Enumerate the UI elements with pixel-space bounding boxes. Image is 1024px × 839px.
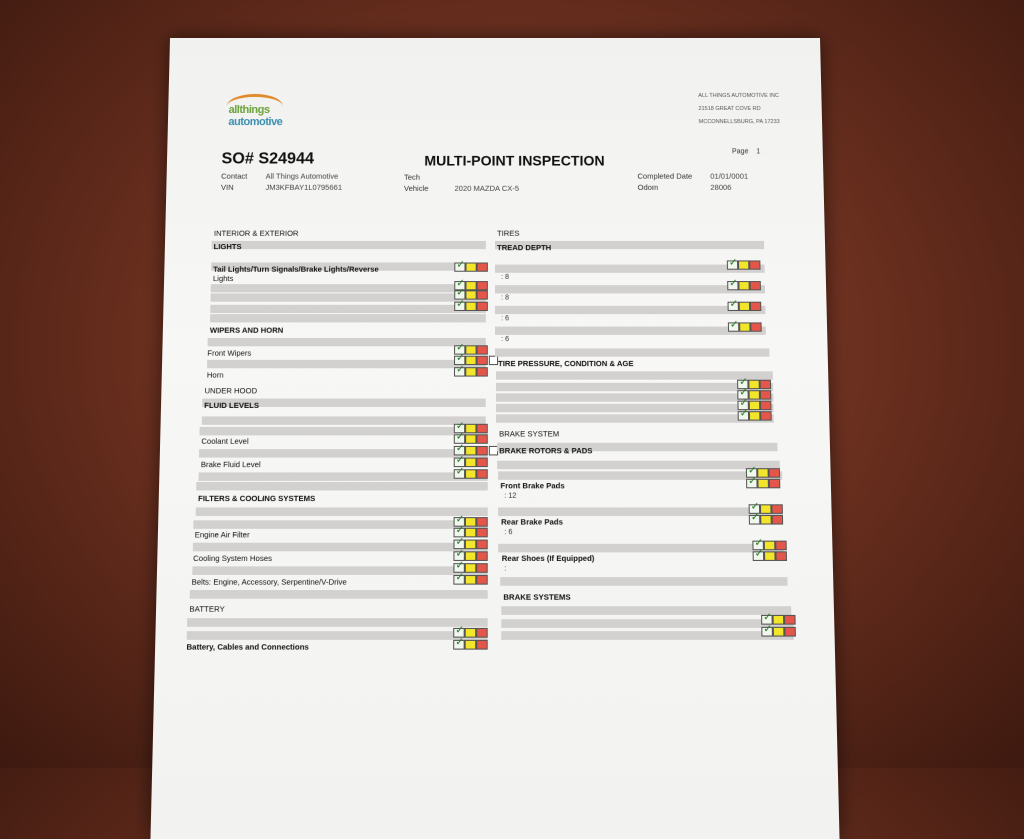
caution-box[interactable]	[465, 528, 476, 538]
filters-item-3: Cooling System Hoses	[193, 553, 273, 564]
row-shading	[498, 507, 783, 516]
caution-box[interactable]	[760, 515, 772, 525]
inspection-sheet	[150, 38, 839, 839]
tread-value-3: : 6	[501, 335, 510, 344]
caution-box[interactable]	[465, 640, 477, 650]
row-shading	[496, 393, 773, 401]
tech-label: Tech	[404, 172, 421, 182]
fail-box[interactable]	[750, 322, 761, 331]
brake-systems-status-1[interactable]	[761, 627, 796, 637]
fluid-item-3: Brake Fluid Level	[200, 459, 261, 470]
fail-box[interactable]	[476, 540, 487, 550]
battery-item-1: Battery, Cables and Connections	[186, 642, 309, 652]
caution-box[interactable]	[749, 411, 760, 420]
rotors-title: BRAKE ROTORS & PADS	[499, 445, 593, 456]
caution-box[interactable]	[764, 541, 776, 551]
fail-box[interactable]	[476, 434, 487, 443]
completed-date-value: 01/01/0001	[710, 171, 749, 181]
tread-title: TREAD DEPTH	[497, 242, 552, 253]
row-shading	[211, 284, 486, 292]
row-shading	[501, 619, 793, 628]
lights-status-0[interactable]	[454, 263, 488, 272]
row-shading	[495, 348, 769, 356]
fail-box[interactable]	[477, 345, 488, 354]
tread-status-2[interactable]	[728, 302, 762, 311]
completed-date-label: Completed Date	[637, 171, 693, 181]
caution-box[interactable]	[773, 615, 785, 625]
odom-value: 28006	[710, 182, 732, 192]
filters-item-1: Engine Air Filter	[194, 529, 250, 540]
good-check-icon[interactable]	[749, 515, 761, 525]
fail-box[interactable]	[769, 468, 781, 478]
row-shading	[501, 606, 791, 615]
rotor-value-1: : 12	[504, 492, 517, 501]
vehicle-value: 2020 MAZDA CX-5	[454, 183, 520, 193]
good-check-icon[interactable]	[454, 302, 465, 311]
wipers-item-0: Front Wipers	[207, 348, 252, 358]
fail-box[interactable]	[784, 627, 796, 637]
row-shading	[495, 306, 765, 314]
caution-box[interactable]	[465, 517, 476, 527]
good-check-icon[interactable]	[454, 469, 465, 479]
row-shading	[498, 471, 782, 479]
tread-status-1[interactable]	[727, 281, 761, 290]
tires-title: TIRES	[497, 228, 520, 238]
row-shading	[495, 327, 766, 335]
caution-box[interactable]	[465, 367, 476, 376]
row-shading	[207, 360, 486, 368]
lights-item-1: Lights	[212, 273, 234, 284]
caution-box[interactable]	[465, 628, 477, 638]
extra-box[interactable]	[489, 356, 498, 365]
row-shading	[192, 566, 487, 575]
fail-box[interactable]	[476, 528, 487, 538]
fail-box[interactable]	[476, 563, 487, 573]
fail-box[interactable]	[477, 290, 488, 299]
caution-box[interactable]	[465, 434, 476, 443]
tread-value-0: : 8	[501, 273, 510, 282]
row-shading	[495, 265, 765, 273]
caution-box[interactable]	[739, 302, 750, 311]
rotor-item-5: Rear Shoes (If Equipped)	[501, 553, 595, 564]
wipers-title: WIPERS AND HORN	[209, 325, 284, 335]
underhood-title: UNDER HOOD	[204, 385, 258, 396]
row-shading	[190, 590, 488, 599]
tpms-status-3[interactable]	[738, 411, 772, 420]
fail-box[interactable]	[476, 469, 487, 479]
row-shading	[500, 577, 787, 586]
fail-box[interactable]	[476, 446, 487, 456]
good-check-icon[interactable]	[453, 575, 464, 585]
row-shading	[196, 507, 488, 516]
page-label: Page	[731, 148, 749, 156]
so-number: SO# S24944	[221, 150, 315, 168]
wipers-status-2[interactable]	[454, 367, 488, 376]
fail-box[interactable]	[771, 504, 783, 514]
caution-box[interactable]	[757, 479, 769, 489]
caution-box[interactable]	[739, 322, 750, 331]
row-shading	[496, 371, 773, 379]
logo-text-1: allthings	[228, 103, 270, 117]
row-shading	[497, 461, 780, 469]
rotor-value-3: : 6	[504, 528, 513, 537]
row-shading	[496, 414, 774, 422]
fluid-title: FLUID LEVELS	[204, 400, 260, 411]
good-check-icon[interactable]	[738, 411, 749, 420]
fail-box[interactable]	[477, 281, 488, 290]
caution-box[interactable]	[465, 540, 476, 550]
good-check-icon[interactable]	[728, 302, 739, 311]
fail-box[interactable]	[749, 260, 760, 269]
fail-box[interactable]	[476, 575, 487, 585]
fail-box[interactable]	[476, 640, 488, 650]
tread-status-0[interactable]	[727, 260, 761, 269]
fail-box[interactable]	[477, 263, 488, 272]
lights-title: LIGHTS	[213, 241, 242, 252]
caution-box[interactable]	[465, 290, 476, 299]
address-line-2: 21518 GREAT COVE RD	[698, 105, 761, 113]
vehicle-label: Vehicle	[403, 183, 429, 193]
row-shading	[496, 404, 774, 412]
contact-value: All Things Automotive	[265, 171, 339, 181]
good-check-icon[interactable]	[454, 367, 465, 376]
filters-status-5[interactable]	[453, 575, 487, 585]
caution-box[interactable]	[465, 551, 476, 561]
rotor-status-5[interactable]	[753, 551, 787, 561]
fail-box[interactable]	[477, 356, 488, 365]
caution-box[interactable]	[757, 468, 769, 478]
fail-box[interactable]	[760, 380, 771, 389]
row-shading	[210, 293, 485, 301]
fail-box[interactable]	[477, 302, 488, 311]
good-check-icon[interactable]	[761, 627, 773, 637]
interior-section-title: INTERIOR & EXTERIOR	[213, 228, 299, 238]
battery-status-1[interactable]	[453, 640, 488, 650]
caution-box[interactable]	[465, 446, 476, 456]
caution-box[interactable]	[465, 345, 476, 354]
row-shading	[498, 544, 784, 553]
fail-box[interactable]	[750, 302, 761, 311]
contact-label: Contact	[221, 171, 248, 181]
fluid-item-1: Coolant Level	[201, 436, 249, 446]
address-line-1: ALL THINGS AUTOMOTIVE INC	[698, 92, 779, 99]
row-shading	[187, 618, 488, 627]
fail-box[interactable]	[760, 411, 771, 420]
wipers-item-2: Horn	[206, 370, 224, 380]
row-shading	[196, 482, 488, 491]
battery-title: BATTERY	[189, 604, 225, 614]
caution-box[interactable]	[749, 390, 760, 399]
caution-box[interactable]	[749, 401, 760, 410]
page-indicator	[732, 148, 760, 155]
page-title: MULTI-POINT INSPECTION	[424, 152, 605, 169]
fail-box[interactable]	[772, 515, 784, 525]
fail-box[interactable]	[775, 551, 787, 561]
fail-box[interactable]	[784, 615, 796, 625]
caution-box[interactable]	[738, 281, 749, 290]
vin-label: VIN	[220, 182, 234, 192]
caution-box[interactable]	[465, 281, 476, 290]
vin-value: JM3KFBAY1L0795661	[265, 182, 343, 192]
row-shading	[210, 305, 486, 313]
rotor-status-3[interactable]	[749, 515, 783, 525]
good-check-icon[interactable]	[727, 260, 738, 269]
good-check-icon[interactable]	[753, 551, 765, 561]
caution-box[interactable]	[465, 563, 476, 573]
fail-box[interactable]	[477, 367, 488, 376]
lights-item-0: Tail Lights/Turn Signals/Brake Lights/Reverse	[213, 264, 379, 274]
good-check-icon[interactable]	[727, 281, 738, 290]
fail-box[interactable]	[760, 390, 771, 399]
row-shading	[496, 383, 773, 391]
company-logo	[220, 94, 311, 134]
fail-box[interactable]	[476, 551, 487, 561]
fluid-status-4[interactable]	[454, 469, 488, 479]
rotor-item-3: Rear Brake Pads	[501, 517, 563, 527]
rotor-item-1: Front Brake Pads	[500, 480, 565, 491]
good-check-icon[interactable]	[746, 479, 758, 489]
row-shading	[199, 449, 488, 457]
row-shading	[207, 338, 485, 346]
row-shading	[212, 241, 486, 252]
caution-box[interactable]	[465, 302, 476, 311]
filters-item-5: Belts: Engine, Accessory, Serpentine/V-Drive	[191, 577, 347, 587]
rotor-value-5: :	[504, 565, 507, 573]
tpms-title: TIRE PRESSURE, CONDITION & AGE	[498, 358, 634, 369]
caution-box[interactable]	[738, 260, 749, 269]
address-line-3: MCCONNELLSBURG, PA 17233	[698, 119, 780, 126]
caution-box[interactable]	[760, 504, 772, 514]
row-shading	[198, 472, 487, 480]
caution-box[interactable]	[465, 263, 476, 272]
good-check-icon[interactable]	[453, 640, 465, 650]
row-shading	[187, 631, 488, 640]
filters-title: FILTERS & COOLING SYSTEMS	[197, 493, 316, 504]
caution-box[interactable]	[764, 551, 776, 561]
caution-box[interactable]	[465, 356, 476, 365]
good-check-icon[interactable]	[454, 263, 465, 272]
fail-box[interactable]	[775, 541, 787, 551]
caution-box[interactable]	[465, 424, 476, 433]
row-shading	[495, 285, 765, 293]
fail-box[interactable]	[760, 401, 771, 410]
tread-value-1: : 8	[501, 294, 510, 302]
row-shading	[501, 631, 794, 640]
fail-box[interactable]	[476, 517, 487, 527]
caution-box[interactable]	[773, 627, 785, 637]
fail-box[interactable]	[769, 479, 781, 489]
caution-box[interactable]	[465, 469, 476, 479]
tread-value-2: : 6	[501, 315, 510, 323]
row-shading	[193, 520, 487, 529]
caution-box[interactable]	[748, 380, 759, 389]
rotor-status-1[interactable]	[746, 479, 780, 489]
lights-status-4[interactable]	[454, 302, 488, 311]
row-shading	[199, 427, 487, 435]
caution-box[interactable]	[465, 575, 476, 585]
fail-box[interactable]	[750, 281, 761, 290]
row-shading	[210, 314, 486, 322]
brake-systems-title: BRAKE SYSTEMS	[503, 592, 571, 602]
company-address	[698, 90, 780, 129]
fail-box[interactable]	[476, 628, 488, 638]
row-shading	[193, 543, 488, 552]
odom-label: Odom	[637, 182, 659, 192]
logo-text-2: automotive	[228, 116, 283, 129]
fail-box[interactable]	[476, 424, 487, 433]
page-value: 1	[756, 148, 761, 156]
fail-box[interactable]	[476, 458, 487, 468]
good-check-icon[interactable]	[728, 322, 739, 331]
caution-box[interactable]	[465, 458, 476, 468]
row-shading	[202, 416, 486, 424]
brake-system-title: BRAKE SYSTEM	[499, 429, 560, 439]
tread-status-3[interactable]	[728, 322, 762, 331]
